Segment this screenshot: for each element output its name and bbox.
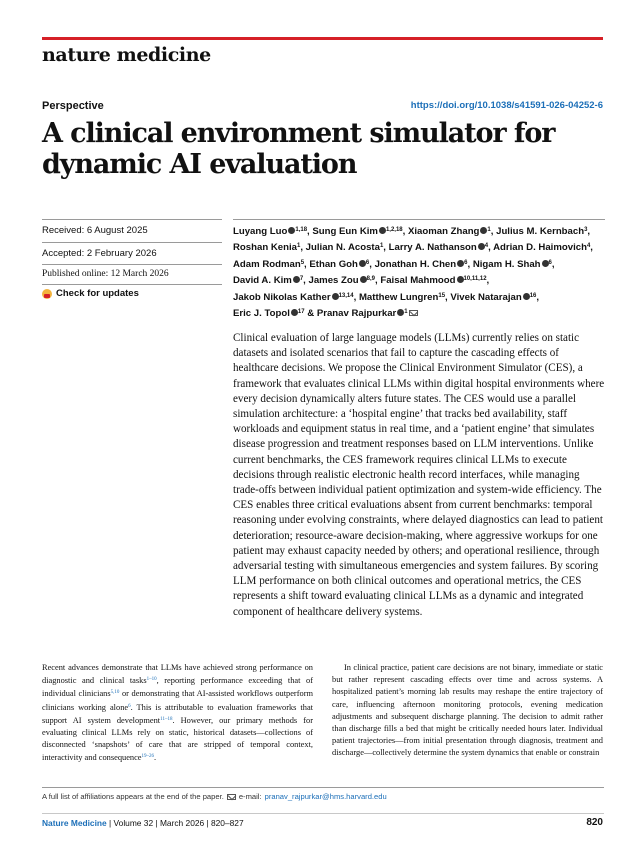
author-name: Adrian D. Haimovich [493,242,587,254]
author[interactable] [473,259,552,270]
citation-link[interactable]: 19–26 [141,754,155,760]
author-name: Jakob Nikolas Kather [233,291,331,303]
author[interactable] [312,226,402,237]
orcid-icon[interactable] [293,276,300,283]
author-affiliation: 7 [299,276,304,283]
doi-link[interactable]: https://doi.org/10.1038/s41591-026-04252-6 [410,100,603,111]
author-affiliation: 13,14 [338,292,354,299]
author[interactable] [233,259,304,270]
email-icon[interactable] [409,310,418,316]
orcid-icon[interactable] [291,309,298,316]
author-affiliation: 8,9 [366,276,375,283]
author[interactable] [233,226,307,237]
author-affiliation: 1 [296,243,301,250]
divider [233,219,605,220]
author[interactable] [493,242,590,253]
author-affiliation: 1 [379,243,384,250]
orcid-icon[interactable] [332,293,339,300]
author-name: James Zou [308,275,359,287]
author-name: Jonathan H. Chen [374,258,457,270]
author-affiliation: 6 [365,259,370,266]
received-date: Received: 6 August 2025 [42,225,148,236]
author-name: Ethan Goh [309,258,358,270]
orcid-icon[interactable] [360,276,367,283]
check-updates-label: Check for updates [56,288,139,299]
check-updates-button[interactable] [42,288,139,299]
orcid-icon[interactable] [542,260,549,267]
divider [42,264,222,265]
citation-link[interactable]: 5,10 [110,690,120,696]
author-name: Nigam H. Shah [472,258,541,270]
author-affiliation: 5 [300,259,305,266]
author-affiliation: 17 [297,309,305,316]
email-icon [227,794,236,800]
orcid-icon[interactable] [359,260,366,267]
orcid-icon[interactable] [379,227,386,234]
author-affiliation: 1,18 [295,227,308,233]
author[interactable] [359,292,445,303]
accepted-date: Accepted: 2 February 2026 [42,248,157,259]
author-affiliation: 6 [548,259,552,266]
author-name: Vivek Natarajan [450,291,522,303]
footnote-text: A full list of affiliations appears at the end of the paper. [42,792,224,801]
author-name: David A. Kim [233,275,292,287]
divider [42,242,222,243]
author-name: Eric J. Topol [233,308,290,320]
author[interactable] [496,226,587,237]
author[interactable] [309,259,369,270]
divider [42,813,604,814]
author-name: Luyang Luo [233,226,288,237]
author-affiliation: 1 [487,227,491,233]
author[interactable] [375,259,468,270]
author-name: Julian N. Acosta [305,242,380,254]
author[interactable] [317,308,418,319]
author-name: Matthew Lungren [358,291,439,303]
author[interactable] [450,292,536,303]
author-name: Sung Eun Kim [312,226,378,237]
footer-journal: Nature Medicine [42,818,107,828]
citation-link[interactable]: 1–10 [146,677,157,683]
abstract: Clinical evaluation of large language models (LLMs) currently relies on static datasets and isolated scenarios that fail to capture the cascading effects of healthcare decisions. We propose the Clinical Environment Simulator (CES), a framework that evaluates clinical LLMs within digital hospital environments where every decision dynamically alters future states. The CES would use a parallel simulation architecture: a ‘hospital engine’ that tracks bed availability, staff workloads and equipment status in real time, and a ‘patient engine’ that simulates disease progression and treatment responses based on LLM interventions. Unlike current benchmarks, the CES framework requires clinical LLMs to execute decisions through realistic electronic health record interfaces, while managing trade-offs between individual patient optimization and system-wide efficiency. The CES enables three critical evaluations absent from current benchmarks: temporal reasoning under evolving constraints, where delayed diagnostics can lead to patient deterioration; resource-aware decision-making, where aggressive workups for one patient may exhaust capacity needed by others; and operational resilience, through adversarial testing with simultaneous emergencies and system failures. By scoring LLM performance on both clinical outcomes and operational metrics, the CES represents a shift toward evaluating clinical LLMs as a dynamic and integrated component of healthcare delivery systems. [233,332,605,618]
author-name: Larry A. Nathanson [388,242,477,254]
author[interactable] [233,275,303,286]
footer-details: | Volume 32 | March 2026 | 820–827 [106,818,244,828]
author[interactable] [306,242,384,253]
author[interactable] [309,275,375,286]
author-name: Xiaoman Zhang [407,226,480,237]
published-date: Published online: 12 March 2026 [42,269,169,279]
author-affiliation: 1,2,18 [385,227,403,233]
orcid-icon[interactable] [478,243,485,250]
author-affiliation: 10,11,12 [463,276,487,283]
footer-citation [42,818,244,828]
author[interactable] [233,308,305,319]
journal-accent-bar [42,37,603,40]
author-name: Faisal Mahmood [380,275,456,287]
body-column-right: In clinical practice, patient care decisions are not binary, immediate or static but rather represent cascading effects over time and across systems. A hospitalized patient’s morning lab results may reshape the entire trajectory of care, influencing afternoon monitoring protocols, evening medication adjustments and subsequent discharge planning. The decision to admit rather than discharge fills a bed that might be critically needed hours later. Individual patient trajectories—from initial presentation through diagnosis, treatment and discharge—collectively determine the system dynamics that enable or constrain [332,663,603,758]
journal-name: nature medicine [42,44,211,66]
citation-link[interactable]: 11–18 [160,716,173,722]
author-affiliation: 3 [584,227,588,233]
divider [42,219,222,220]
author-affiliation: 1 [404,309,408,316]
author[interactable] [389,242,488,253]
author-name: Roshan Kenia [233,242,297,254]
corresponding-email-link[interactable]: pranav_rajpurkar@hms.harvard.edu [264,792,387,801]
author-name: Julius M. Kernbach [496,226,585,237]
author-affiliation: 6 [464,259,468,266]
divider [42,787,604,788]
body-column-left: Recent advances demonstrate that LLMs have achieved strong performance on diagnostic and clinical tasks$^{1-10}$, reporting performance exceeding that of individual clinicians$^{5,10}$ or demonstrating that AI-assisted workflows outperform clinicians working alone$^6$. This is attributable to evaluation frameworks that support AI system development$^{11-18}$. However, our primary methods for evaluating clinical LLMs rely on static, historical datasets—collections of disconnected ‘snapshots’ of care that are stripped of temporal context, interactivity and consequence$^{19-26}$. [42,663,313,763]
citation-link[interactable]: 6 [128,703,131,709]
article-title: A clinical environment simulator for dynamic AI evaluation [42,118,555,180]
author[interactable] [233,242,300,253]
orcid-icon[interactable] [457,276,464,283]
email-label: e-mail: [238,792,262,801]
author-affiliation: 4 [586,243,591,250]
author-affiliation: 15 [438,292,446,299]
author-name: Pranav Rajpurkar [316,308,397,320]
page-number: 820 [586,817,603,828]
author-name: Adam Rodman [233,258,301,270]
author[interactable] [408,226,491,237]
orcid-icon[interactable] [523,293,530,300]
crossmark-icon [42,289,52,299]
author-list: Luyang Luo $^{1,18}$, Sung Eun Kim $^{1,2,18}$, Xiaoman Zhang $^1$, Julius M. Kernbach$^3$, Roshan Kenia$^1$, Julian N. Acosta$^1$, Larry A. Nathanson $^4$, Adrian D. Haimovich$^4$, Adam Rodman$^5$, Ethan Goh $^6$, Jonathan H. Chen $^6$, Nigam H. Shah $^6$, David A. Kim $^7$, James Zou $^{8,9}$, Faisal Mahmood $^{10,11,12}$, Jakob Nikolas Kather $^{13,14}$, Matthew Lungren$^{15}$, Vivek Natarajan $^{16}$, Eric J. Topol $^{17}$ & Pranav Rajpurkar $^1$ [233,226,593,320]
author-affiliation: 16 [529,292,537,299]
divider [42,284,222,285]
affiliations-footnote [42,792,387,801]
author-affiliation: 4 [484,243,489,250]
author[interactable] [233,292,354,303]
author[interactable] [380,275,486,286]
article-type: Perspective [42,100,104,112]
